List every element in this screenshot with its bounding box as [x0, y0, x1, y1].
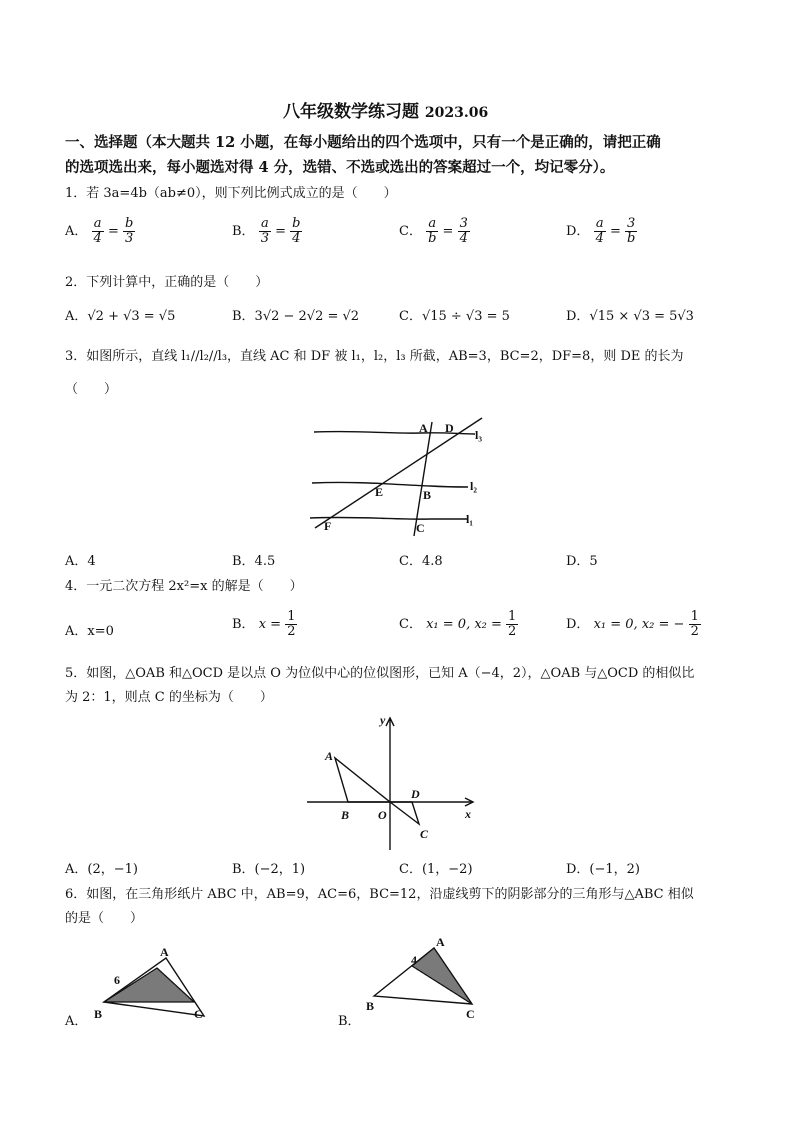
q4-c-num: 1 — [508, 609, 517, 624]
q4-stem: 4．一元二次方程 2x²=x 的解是（ ） — [65, 579, 303, 594]
q1-c-num1: a — [426, 217, 438, 232]
q1-a-frac1 — [92, 217, 104, 246]
fig3-label-a: A — [419, 421, 428, 435]
q1-c-frac1 — [426, 217, 438, 246]
title-text: 八年级数学练习题 — [283, 102, 419, 122]
q4-b-label: B． — [232, 617, 255, 632]
q5-option-a: A．(2，−1) — [65, 862, 138, 877]
q4-b-var: x = — [258, 617, 282, 632]
q3-option-c: C．4.8 — [399, 554, 443, 569]
q1-c-den1: b — [428, 231, 437, 246]
q4-b-num: 1 — [287, 609, 296, 624]
q6-stem-line2: 的是（ ） — [65, 911, 144, 926]
title-year: 2023.06 — [424, 105, 489, 121]
q4-c-den: 2 — [508, 624, 517, 639]
q4-c-var: x₁ = 0, x₂ = — [426, 617, 502, 632]
fig5-label-a: A — [325, 749, 334, 763]
line-l1 — [310, 517, 468, 519]
q1-d-label: D． — [566, 224, 590, 239]
q1-stem: 1．若 3a=4b（ab≠0），则下列比例式成立的是（ ） — [65, 186, 397, 201]
fig3-label-l1: l₁ — [466, 512, 473, 526]
q3-option-b: B．4.5 — [232, 554, 276, 569]
q5-option-c: C．(1，−2) — [399, 862, 473, 877]
q1-c-frac2 — [458, 217, 470, 246]
q6-option-a-label: A． — [65, 1014, 88, 1029]
q1-d-frac1 — [594, 217, 606, 246]
q1-option-c: C． $\frac{a}{b}$ = $\frac{3}{4}$ — [399, 216, 468, 246]
fig3-label-e: E — [375, 485, 384, 499]
q6-figure-b — [362, 932, 487, 1022]
fig3-label-l2: l₂ — [470, 479, 477, 493]
q6-figure-a — [90, 940, 215, 1022]
fig6a-label-a: A — [160, 945, 169, 959]
q4-d-label: D． — [566, 617, 590, 632]
fig6a-label-b: B — [94, 1007, 103, 1021]
q3-stem-line2: （ ） — [65, 382, 118, 397]
q3-stem-line1: 3．如图所示，直线 l₁//l₂//l₃，直线 AC 和 DF 被 l₁，l₂，l₃ 所截，AB=3，BC=2，DF=8，则 DE 的长为 — [65, 349, 684, 364]
q1-option-b: B． $\frac{a}{3}$ = $\frac{b}{4}$ — [232, 216, 301, 246]
section-header-line2: 的选项选出来，每小题选对得 4 分，选错、不选或选出的答案超过一个，均记零分）。 — [65, 159, 615, 176]
q2-stem: 2．下列计算中，正确的是（ ） — [65, 275, 269, 290]
q1-d-den2: b — [627, 231, 636, 246]
q1-c-label: C． — [399, 224, 422, 239]
q5-stem-line2: 为 2：1，则点 C 的坐标为（ ） — [65, 690, 273, 705]
q4-c-label: C． — [399, 617, 422, 632]
q6-option-b-label: B． — [338, 1014, 361, 1029]
q4-option-c — [399, 610, 518, 639]
fig5-label-x: x — [465, 807, 471, 821]
fig5-label-c: C — [420, 827, 429, 841]
q1-b-label: B． — [232, 224, 255, 239]
triangle-ocd — [390, 802, 419, 824]
q1-a-num1: a — [92, 217, 104, 232]
q2-option-c: C．√15 ÷ √3 = 5 — [399, 309, 510, 324]
fig5-label-b: B — [341, 808, 350, 822]
fig6b-label-c: C — [466, 1007, 475, 1021]
q5-option-d: D．(−1，2) — [566, 862, 641, 877]
fig6a-label-len: 6 — [114, 973, 120, 987]
fig6b-label-len: 4 — [411, 953, 417, 967]
q4-b-frac — [285, 610, 297, 639]
q4-d-num: 1 — [690, 609, 699, 624]
q1-option-d: D． $\frac{a}{4}$ = $\frac{3}{b}$ — [566, 216, 636, 246]
fig3-label-b: B — [423, 488, 432, 502]
q1-a-label: A． — [65, 224, 88, 239]
q4-d-var: x₁ = 0, x₂ = − — [593, 617, 685, 632]
q2-option-d: D．√15 × √3 = 5√3 — [566, 309, 694, 324]
line-l2 — [312, 482, 468, 487]
fig3-label-d: D — [445, 421, 454, 435]
shaded-triangle-b — [412, 948, 472, 1004]
q1-c-num2: 3 — [459, 216, 468, 231]
q1-d-den1: 4 — [595, 231, 604, 246]
q4-option-a: A．x=0 — [65, 624, 114, 639]
fig6b-label-a: A — [436, 935, 445, 949]
line-df — [315, 418, 482, 528]
q1-option-a: A． $\frac{a}{4}$ = $\frac{b}{3}$ — [65, 216, 134, 246]
triangle-oab — [335, 758, 390, 802]
q6-stem-line1: 6．如图，在三角形纸片 ABC 中，AB=9，AC=6，BC=12，沿虚线剪下的阴影部分的三角形与△ABC 相似 — [65, 887, 694, 902]
q2-option-b: B．3√2 − 2√2 = √2 — [232, 309, 360, 324]
fig5-label-o: O — [378, 808, 387, 822]
q1-d-frac2 — [625, 217, 637, 246]
page-title — [283, 97, 488, 122]
q1-b-num1: a — [259, 217, 271, 232]
q4-b-den: 2 — [287, 624, 296, 639]
fig3-label-c: C — [416, 521, 425, 535]
fig3-label-f: F — [324, 519, 332, 533]
q4-c-frac — [506, 610, 518, 639]
q5-option-b: B．(−2，1) — [232, 862, 306, 877]
q4-option-d — [566, 610, 701, 639]
q1-b-num2: b — [292, 216, 301, 231]
fig5-label-d: D — [411, 787, 420, 801]
q1-a-den2: 3 — [125, 231, 134, 246]
fig6a-label-c: C — [194, 1007, 203, 1021]
fig3-label-l3: l₃ — [475, 428, 482, 442]
q1-b-den1: 3 — [260, 231, 269, 246]
q2-option-a: A．√2 + √3 = √5 — [65, 309, 176, 324]
q5-coordinate-figure — [305, 712, 480, 852]
q4-d-den: 2 — [690, 624, 699, 639]
q1-a-frac2 — [123, 217, 135, 246]
q4-d-frac — [689, 610, 701, 639]
q1-b-frac2 — [290, 217, 302, 246]
q1-c-den2: 4 — [459, 231, 468, 246]
q1-b-den2: 4 — [292, 231, 301, 246]
q5-stem-line1: 5．如图，△OAB 和△OCD 是以点 O 为位似中心的位似图形，已知 A（−4，2），△OAB 与△OCD 的相似比 — [65, 666, 695, 681]
q3-option-a: A．4 — [65, 554, 96, 569]
q1-a-num2: b — [124, 216, 134, 231]
q4-option-b — [232, 610, 297, 639]
q1-d-num2: 3 — [625, 217, 637, 232]
q3-option-d: D．5 — [566, 554, 598, 569]
section-header-line1: 一、选择题（本大题共 12 小题，在每小题给出的四个选项中，只有一个是正确的，请把正确 — [65, 134, 661, 151]
fig5-label-y: y — [380, 713, 386, 727]
q1-b-frac1 — [259, 217, 271, 246]
fig6b-label-b: B — [366, 999, 375, 1013]
q3-parallel-lines-figure — [300, 410, 500, 542]
q1-d-num1: a — [594, 217, 606, 232]
q1-a-den1: 4 — [93, 231, 102, 246]
